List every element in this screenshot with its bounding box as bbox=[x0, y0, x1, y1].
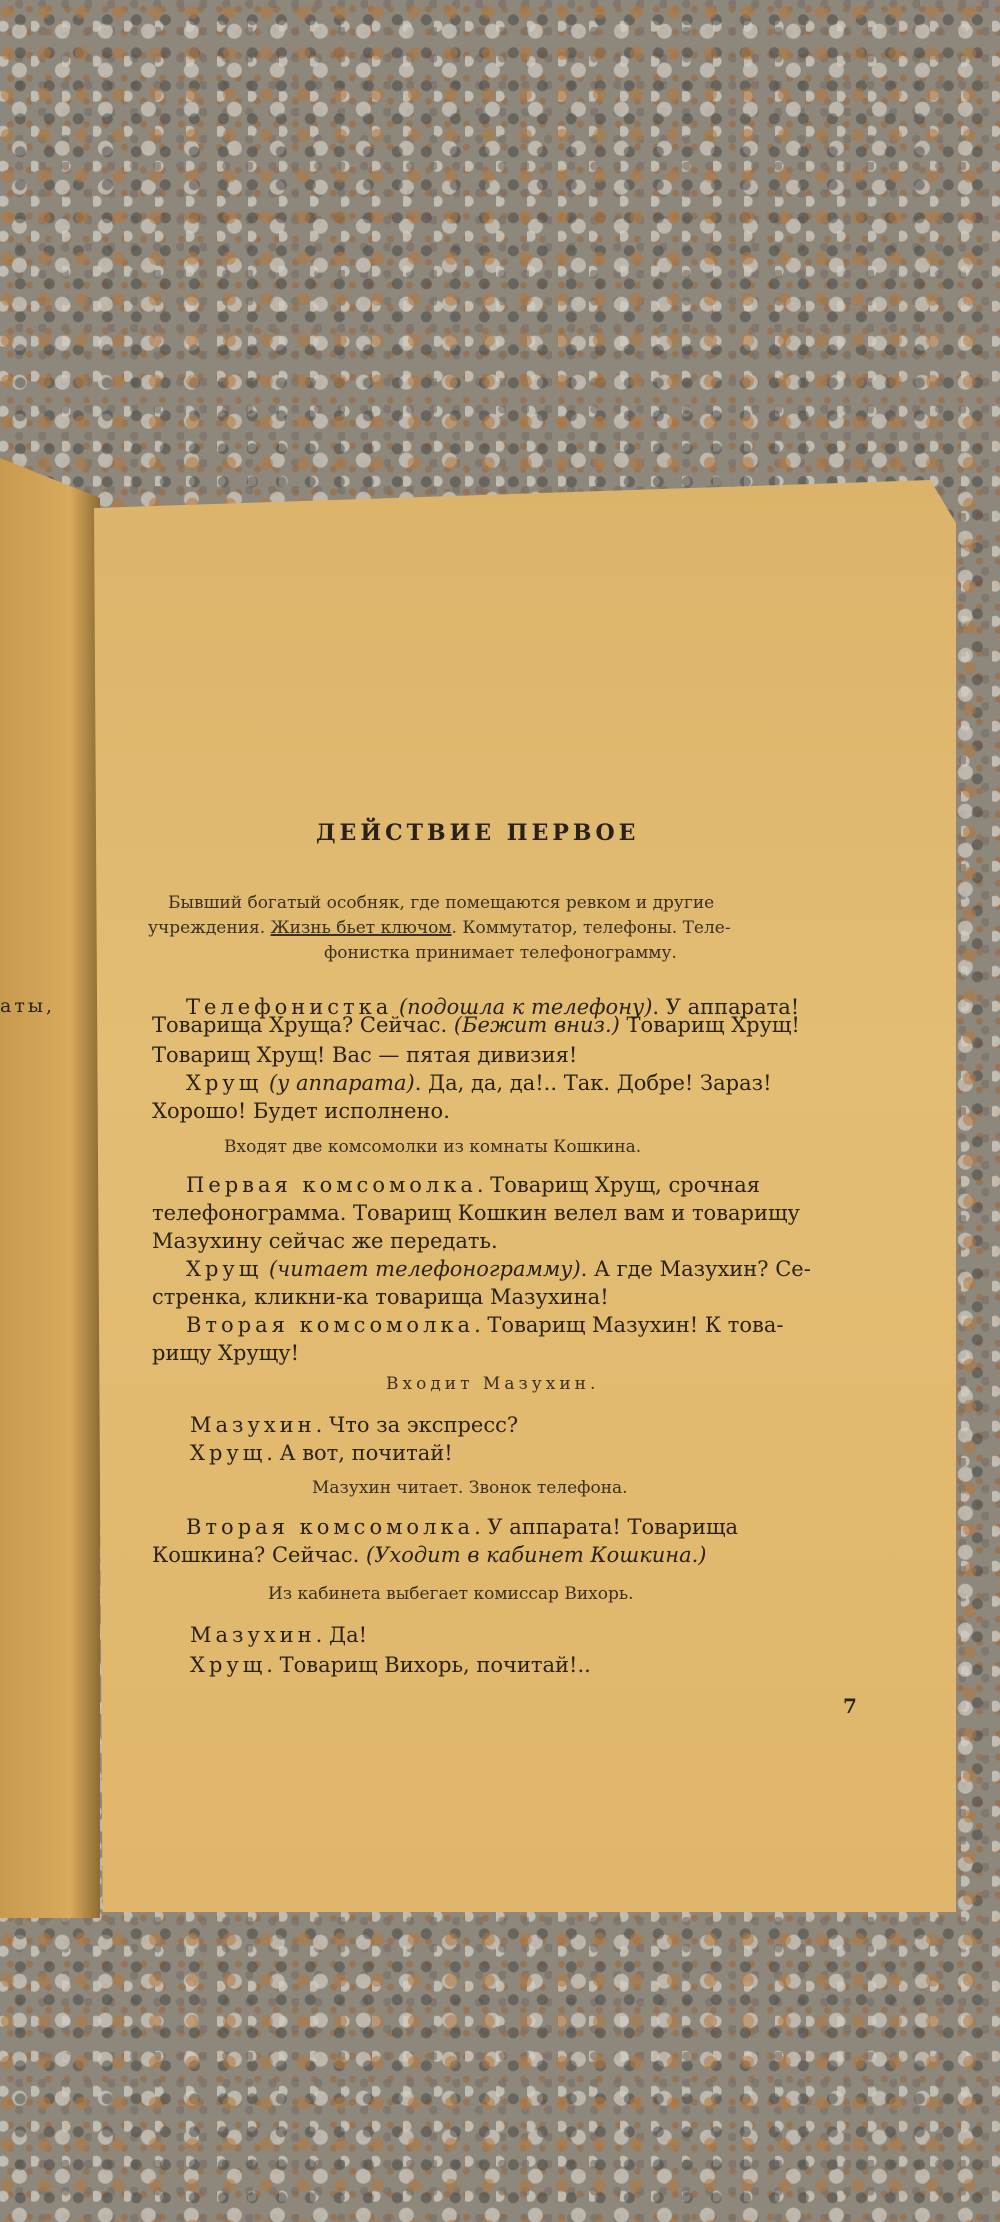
page-number: 7 bbox=[843, 1694, 857, 1718]
left-page-fragment: аты, bbox=[0, 995, 56, 1017]
speech-line: Мазухину сейчас же передать. bbox=[152, 1229, 498, 1253]
intro-line-2: учреждения. Жизнь бьет ключом. Коммутатор, телефоны. Теле- bbox=[148, 918, 731, 938]
speech-line: стренка, кликни-ка товарища Мазухина! bbox=[152, 1285, 609, 1309]
stage-direction: Из кабинета выбегает комиссар Вихорь. bbox=[268, 1584, 634, 1604]
speech-mazukhin: Мазухин. Что за экспресс? bbox=[190, 1413, 519, 1437]
intro-line-3: фонистка принимает телефонограмму. bbox=[324, 943, 677, 963]
speech-khrushch: Хрущ. А вот, почитай! bbox=[190, 1441, 453, 1465]
speech-second-komsomolka: Вторая комсомолка. Товарищ Мазухин! К това- bbox=[186, 1313, 784, 1337]
intro-line-1: Бывший богатый особняк, где помещаются ревком и другие bbox=[168, 893, 715, 913]
speech-line: Товарищ Хрущ! Вас — пятая дивизия! bbox=[152, 1043, 578, 1067]
stage-direction: Мазухин читает. Звонок телефона. bbox=[312, 1478, 628, 1498]
act-title: ДЕЙСТВИЕ ПЕРВОЕ bbox=[316, 820, 640, 846]
speech-telefonistka: Телефонистка (подошла к телефону). У аппарата! bbox=[186, 995, 800, 1019]
speech-khrushch: Хрущ (у аппарата). Да, да, да!.. Так. Добре! Зараз! bbox=[186, 1071, 772, 1095]
stage-direction: Входят две комсомолки из комнаты Кошкина. bbox=[224, 1137, 642, 1157]
speech-second-komsomolka: Вторая комсомолка. У аппарата! Товарища bbox=[186, 1515, 738, 1539]
speech-first-komsomolka: Первая комсомолка. Товарищ Хрущ, срочная bbox=[186, 1173, 761, 1197]
speech-khrushch: Хрущ (читает телефонограмму). А где Мазухин? Се- bbox=[186, 1257, 811, 1281]
speech-line: Хорошо! Будет исполнено. bbox=[152, 1099, 450, 1123]
speech-mazukhin: Мазухин. Да! bbox=[190, 1623, 368, 1647]
left-page bbox=[0, 458, 100, 1918]
speech-line: телефонограмма. Товарищ Кошкин велел вам и товарищу bbox=[152, 1201, 800, 1225]
speech-line: Товарища Хруща? Сейчас. (Бежит вниз.) Товарищ Хрущ! bbox=[152, 1013, 800, 1037]
speech-line: рищу Хрущу! bbox=[152, 1341, 300, 1365]
stage-direction: Входит Мазухин. bbox=[386, 1374, 600, 1394]
speech-khrushch: Хрущ. Товарищ Вихорь, почитай!.. bbox=[190, 1653, 591, 1677]
speech-line: Кошкина? Сейчас. (Уходит в кабинет Кошкина.) bbox=[152, 1543, 707, 1567]
